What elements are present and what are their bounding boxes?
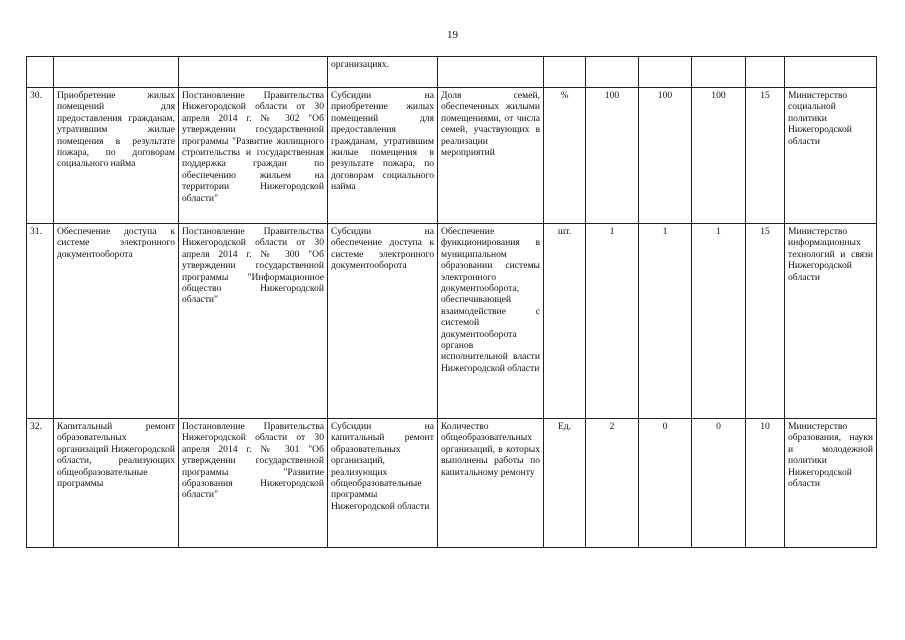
cell-basis	[179, 57, 328, 88]
cell-unit: %	[544, 88, 586, 224]
cell-days: 15	[746, 224, 785, 419]
cell-value-3: 100	[692, 88, 746, 224]
page-number: 19	[447, 29, 458, 41]
cell-value-1: 1	[586, 224, 639, 419]
table-row	[27, 88, 877, 224]
cell-ministry: Министерство образования, науки и молодежной политики Нижегородской области	[785, 419, 877, 548]
cell-num	[27, 57, 54, 88]
cell-basis: Постановление Правительства Нижегородской области от 30 апреля 2014 г. № 300 "Об утверждении государственной программы "Информационное общество Нижегородской области"	[179, 224, 328, 419]
cell-value-1: 2	[586, 419, 639, 548]
cell-days	[746, 57, 785, 88]
cell-subsidy: Субсидии на капитальный ремонт образовательных организаций, реализующих общеобразовательные программы Нижегородской области	[328, 419, 438, 548]
cell-ministry	[785, 57, 877, 88]
cell-basis: Постановление Правительства Нижегородской области от 30 апреля 2014 г. № 301 "Об утверждении государственной программы "Развитие образования Нижегородской области"	[179, 419, 328, 548]
cell-value-2: 1	[639, 224, 692, 419]
cell-num: 31.	[27, 224, 54, 419]
cell-value-3	[692, 57, 746, 88]
table-row	[27, 57, 877, 88]
cell-basis: Постановление Правительства Нижегородской области от 30 апреля 2014 г. № 302 "Об утверждении государственной программы "Развитие жилищного строительства и государственная поддержка граждан по обеспечению жильем на территории Нижегородской области"	[179, 88, 328, 224]
cell-subsidy: Субсидии на приобретение жилых помещений для предоставления гражданам, утратившим жилые помещения в результате пожара, по договорам социального найма	[328, 88, 438, 224]
cell-value-2	[639, 57, 692, 88]
cell-indicator	[438, 57, 544, 88]
cell-value-1	[586, 57, 639, 88]
cell-value-3: 1	[692, 224, 746, 419]
cell-value-3: 0	[692, 419, 746, 548]
cell-days: 15	[746, 88, 785, 224]
cell-name: Приобретение жилых помещений для предоставления гражданам, утратившим жилые помещения в результате пожара, по договорам социального найма	[54, 88, 179, 224]
table-row	[27, 419, 877, 548]
cell-unit	[544, 57, 586, 88]
cell-ministry: Министерство информационных технологий и связи Нижегородской области	[785, 224, 877, 419]
cell-unit: Ед.	[544, 419, 586, 548]
cell-indicator: Обеспечение функционирования в муниципальном образовании системы электронного документооборота, обеспечивающей взаимодействие с системой документооборота органов исполнительной власти Нижегородской области	[438, 224, 544, 419]
cell-name: Капитальный ремонт образовательных организаций Нижегородской области, реализующих общеобразовательные программы	[54, 419, 179, 548]
cell-indicator: Доля семей, обеспеченных жилыми помещениями, от числа семей, участвующих в реализации мероприятий	[438, 88, 544, 224]
cell-value-2: 100	[639, 88, 692, 224]
cell-num: 32.	[27, 419, 54, 548]
cell-num: 30.	[27, 88, 54, 224]
cell-subsidy: организациях.	[328, 57, 438, 88]
program-table	[26, 56, 877, 548]
cell-value-1: 100	[586, 88, 639, 224]
cell-days: 10	[746, 419, 785, 548]
cell-indicator: Количество общеобразовательных организаций, в которых выполнены работы по капитальному ремонту	[438, 419, 544, 548]
table-row	[27, 224, 877, 419]
cell-name	[54, 57, 179, 88]
cell-value-2: 0	[639, 419, 692, 548]
cell-name: Обеспечение доступа к системе электронного документооборота	[54, 224, 179, 419]
cell-unit: шт.	[544, 224, 586, 419]
cell-subsidy: Субсидии на обеспечение доступа к системе электронного документооборота	[328, 224, 438, 419]
cell-ministry: Министерство социальной политики Нижегородской области	[785, 88, 877, 224]
